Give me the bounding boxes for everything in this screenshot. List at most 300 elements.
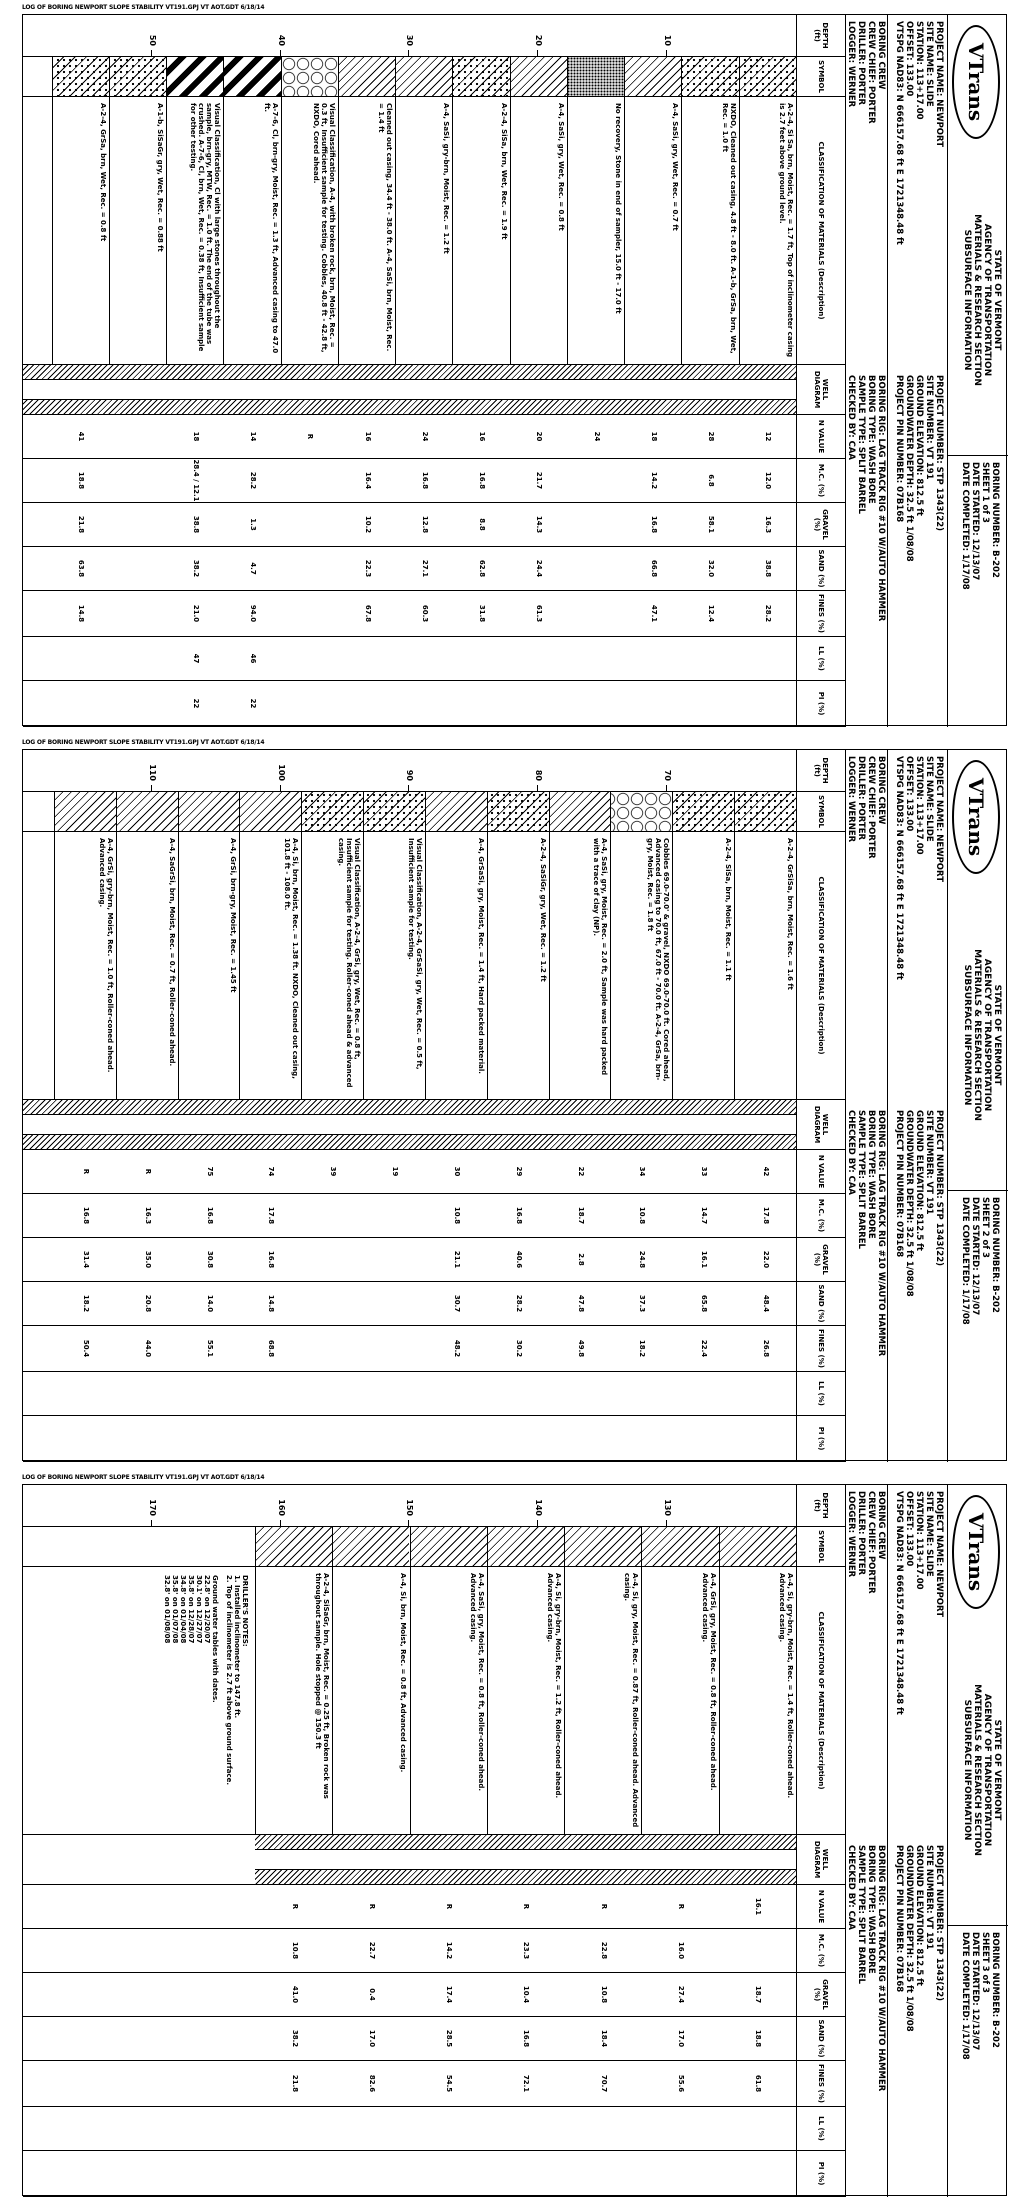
n-value: 12 [764, 431, 773, 442]
depth-tick [280, 50, 281, 56]
pi-value: 22 [249, 698, 258, 709]
agency-line: MATERIALS & RESEARCH SECTION [972, 949, 982, 1121]
classification-row: NXDO, Cleaned out casing, 4.8 ft - 8.0 ft. A-1-b, GrSa, brn, Wet, Rec. = 1.0 ft [682, 97, 739, 364]
date-started: DATE STARTED: 12/13/07 [970, 1932, 980, 2051]
crew-chief: CREW CHIEF: PORTER [866, 1491, 876, 1594]
column-header-mc: M.C. (%) [796, 459, 846, 503]
date-completed: DATE COMPLETED: 1/17/08 [960, 462, 970, 590]
column-ll [23, 1372, 796, 1416]
column-header-symbol: SYMBOL [796, 792, 846, 832]
sheet-caption: LOG OF BORING NEWPORT SLOPE STABILITY VT191.GPJ VT AOT.GDT 6/18/14 [22, 1474, 265, 1481]
n-value: R [445, 1903, 454, 1910]
soil-symbol-lean [425, 792, 487, 831]
n-value: 18 [649, 431, 658, 442]
gravel-value: 16.1 [700, 1250, 709, 1269]
column-depth [23, 1485, 796, 1527]
column-header-n_value: N VALUE [796, 1150, 846, 1194]
agency-line: MATERIALS & RESEARCH SECTION [972, 1684, 982, 1856]
water-reading: 34.8' on 01/04/08 [178, 1575, 187, 1644]
gravel-value: 17.4 [445, 1985, 454, 2004]
checked-by: CHECKED BY: CAA [846, 375, 856, 460]
soil-symbol-dot [109, 57, 166, 96]
vtspg-coords: VTSPG NAD83: N 666157.68 ft E 1721348.48 ft [894, 1491, 904, 1715]
agency-line: STATE OF VERMONT [992, 1719, 1002, 1821]
depth-tick [409, 1520, 410, 1526]
fines-value: 68.8 [267, 1339, 276, 1358]
note-line: 1. Installed inclinometer to 147.8 ft. [232, 1575, 241, 1719]
date-completed: DATE COMPLETED: 1/17/08 [960, 1932, 970, 2060]
depth-label: 10 [663, 34, 673, 46]
n-value: 74 [267, 1166, 276, 1177]
classification-row: A-7-6, Cl, brn-gry, Moist, Rec. = 1.3 ft, Advanced casing to 47.0 ft. [223, 97, 280, 364]
log-table [23, 750, 846, 1462]
mc-value: 14.2 [445, 1941, 454, 1960]
n-value: R [522, 1903, 531, 1910]
classification-row: Cobbles 69.0-70.0' & gravel, NXDO 69.0-70.0 ft. Cored ahead, Advanced casing to 70.0 ft, 67.0 ft - 70.0 ft. A-2-4, GrSa, brn-gry, Moist, Rec. = 1.8 ft [611, 832, 673, 1099]
column-well [23, 1100, 796, 1150]
boring-info [948, 1190, 1008, 1462]
logger: LOGGER: WERNER [846, 1491, 856, 1578]
sand-value: 20.8 [143, 1294, 152, 1313]
sand-value: 14.8 [267, 1294, 276, 1313]
mc-value: 22.7 [367, 1941, 376, 1960]
soil-symbol-lean [332, 1527, 409, 1566]
fines-value: 60.3 [420, 604, 429, 623]
sand-value: 18.8 [754, 2029, 763, 2048]
project-pin: PROJECT PIN NUMBER: 07B168 [894, 1110, 904, 1258]
classification-row: A-2-4, SiSaGr, brn, Moist, Rec. = 0.25 ft, Broken rock was throughout sample. Hole stopped @ 150.3 ft [255, 1567, 332, 1834]
fines-value: 50.4 [81, 1339, 90, 1358]
project-number: PROJECT NUMBER: STP 1343(22) [934, 375, 944, 531]
crew-chief: CREW CHIEF: PORTER [866, 21, 876, 124]
soil-symbol-lean [395, 57, 452, 96]
station: STATION: 113+17.00 [914, 756, 924, 855]
gravel-value: 16.8 [649, 515, 658, 534]
column-header-sand: SAND (%) [796, 547, 846, 591]
n-value: 29 [514, 1166, 523, 1177]
column-header-fines: FINES (%) [796, 591, 846, 637]
column-pi [23, 2151, 796, 2197]
column-mc [23, 1194, 796, 1238]
water-title: Ground water tables with dates. [210, 1575, 219, 1703]
crew-info [845, 15, 888, 727]
soil-symbol-dot [301, 792, 363, 831]
column-ll [23, 637, 796, 681]
n-value: R [677, 1903, 686, 1910]
soil-symbol-lean [549, 792, 611, 831]
column-header-gravel: GRAVEL (%) [796, 1973, 846, 2017]
fines-value: 55.1 [205, 1339, 214, 1358]
sand-value: 17.0 [367, 2029, 376, 2048]
n-value: 16.1 [754, 1897, 763, 1916]
soil-symbol-lean [510, 57, 567, 96]
fines-value: 48.2 [452, 1339, 461, 1358]
ground-elevation: GROUND ELEVATION: 812.5 ft [914, 1110, 924, 1251]
column-sand [23, 547, 796, 591]
soil-symbol-bold [223, 57, 280, 96]
sheet-caption: LOG OF BORING NEWPORT SLOPE STABILITY VT191.GPJ VT AOT.GDT 6/18/14 [22, 4, 265, 11]
boring-info [948, 455, 1008, 727]
column-classification [23, 832, 796, 1100]
column-header-depth: DEPTH (ft) [796, 15, 846, 57]
groundwater-depth: GROUNDWATER DEPTH: 32.5 ft 1/08/08 [904, 1845, 914, 2032]
offset: OFFSET: 133.00 [904, 21, 914, 97]
date-completed: DATE COMPLETED: 1/17/08 [960, 1197, 970, 1325]
well-casing [23, 379, 796, 400]
n-value: 34 [638, 1166, 647, 1177]
log-table [23, 15, 846, 727]
gravel-value: 58.1 [707, 515, 716, 534]
classification-row: A-2-4, SiSa, brn, Moist, Rec. = 1.1 ft [672, 832, 734, 1099]
soil-symbol-lean [487, 1527, 564, 1566]
classification-row: Visual Classification, A-2-4, GrSi, gry, Wet, Rec. = 0.8 ft, Insufficient sample for testing. Roller-coned ahead & advanced casing. [301, 832, 363, 1099]
water-reading: 32.8' on 01/08/08 [162, 1575, 171, 1644]
classification-row: Visual Classification, A-4, with broken rock, brn, Moist, Rec. = 0.3 ft, Insufficient sample for testing. Cobbles, 40.8 ft - 42.8 ft, NXDO, Cored ahead. [281, 97, 338, 364]
mc-value: 18.8 [77, 471, 86, 490]
column-header-pi: PI (%) [796, 1416, 846, 1462]
fines-value: 21.0 [191, 604, 200, 623]
n-value: 39 [329, 1166, 338, 1177]
column-n_value [23, 1885, 796, 1929]
soil-symbol-dot [739, 57, 796, 96]
column-gravel [23, 1238, 796, 1282]
crew-info [845, 1485, 888, 2197]
classification-row: A-1-b, SiSaGr, gry, Wet, Rec. = 0.88 ft [109, 97, 166, 364]
column-header-ll: LL (%) [796, 2107, 846, 2151]
agency-line: SUBSURFACE INFORMATION [962, 1699, 972, 1841]
classification-row: A-2-4, GrSiSa, brn, Moist, Rec. = 1.6 ft [734, 832, 796, 1099]
n-value: 42 [762, 1166, 771, 1177]
sample-type: SAMPLE TYPE: SPLIT BARREL [856, 1845, 866, 1984]
boring-crew: BORING CREW [876, 21, 886, 90]
column-symbol [23, 1527, 796, 1567]
classification-row: A-4, GrSi, gry-brn, Moist, Rec. = 1.0 ft, Roller-coned ahead. Advanced casing. [54, 832, 116, 1099]
sheet-number: SHEET 2 of 3 [980, 1197, 990, 1258]
column-header-pi: PI (%) [796, 2151, 846, 2197]
gravel-value: 18.7 [754, 1985, 763, 2004]
gravel-value: 8.8 [478, 518, 487, 531]
depth-label: 160 [276, 1499, 286, 1516]
checked-by: CHECKED BY: CAA [846, 1845, 856, 1930]
mc-value: 10.8 [452, 1206, 461, 1225]
gravel-value: 0.4 [367, 1988, 376, 2001]
project-name: PROJECT NAME: NEWPORT [934, 1491, 944, 1617]
n-value: 24 [592, 431, 601, 442]
sand-value: 17.0 [677, 2029, 686, 2048]
mc-value: 16.8 [205, 1206, 214, 1225]
classification-row: A-2-4, SiSa, brn, Wet, Rec. = 1.9 ft [452, 97, 509, 364]
depth-tick [666, 1520, 667, 1526]
classification-row: No recovery, Stone in end of sampler, 15.0 ft - 17.0 ft [567, 97, 624, 364]
n-value: 18 [191, 431, 200, 442]
depth-tick [151, 1520, 152, 1526]
depth-tick [409, 50, 410, 56]
mc-value: 14.2 [649, 471, 658, 490]
gravel-value: 16.3 [764, 515, 773, 534]
column-header-well: WELL DIAGRAM [796, 1835, 846, 1885]
depth-tick [409, 785, 410, 791]
crew-info [845, 750, 888, 1462]
column-mc [23, 1929, 796, 1973]
soil-symbol-cobble [611, 792, 673, 831]
offset: OFFSET: 133.00 [904, 756, 914, 832]
mc-value: 16.3 [143, 1206, 152, 1225]
gravel-value: 21.1 [452, 1250, 461, 1269]
sheet-caption: LOG OF BORING NEWPORT SLOPE STABILITY VT191.GPJ VT AOT.GDT 6/18/14 [22, 739, 265, 746]
column-pi [23, 1416, 796, 1462]
project-info [887, 750, 948, 1462]
classification-row: A-4, SaSi, gry-brn, Moist, Rec. = 1.2 ft [395, 97, 452, 364]
agency-line: SUBSURFACE INFORMATION [962, 964, 972, 1106]
classification-row: A-4, Si, brn, Moist, Rec. = 1.38 ft. NXDO, Cleaned out casing, 101.8 ft - 108.0 ft. [239, 832, 301, 1099]
mc-value: 17.8 [267, 1206, 276, 1225]
project-pin: PROJECT PIN NUMBER: 07B168 [894, 1845, 904, 1993]
depth-label: 150 [405, 1499, 415, 1516]
station: STATION: 113+17.00 [914, 1491, 924, 1590]
gravel-value: 14.3 [535, 515, 544, 534]
fines-value: 22.4 [700, 1339, 709, 1358]
depth-tick [537, 785, 538, 791]
soil-symbol-lean [239, 792, 301, 831]
soil-symbol-lean [624, 57, 681, 96]
soil-symbol-lean [719, 1527, 796, 1566]
depth-label: 130 [663, 1499, 673, 1516]
site-number: SITE NUMBER: VT 191 [924, 1110, 934, 1215]
soil-symbol-dot [452, 57, 509, 96]
sand-value: 28.2 [514, 1294, 523, 1313]
column-fines [23, 2061, 796, 2107]
depth-label: 30 [405, 34, 415, 46]
column-header-fines: FINES (%) [796, 2061, 846, 2107]
soil-symbol-lean [338, 57, 395, 96]
depth-label: 140 [534, 1499, 544, 1516]
depth-tick [151, 50, 152, 56]
gravel-value: 38.8 [191, 515, 200, 534]
gravel-value: 31.4 [81, 1250, 90, 1269]
n-value: 16 [363, 431, 372, 442]
n-value: R [599, 1903, 608, 1910]
project-number: PROJECT NUMBER: STP 1343(22) [934, 1845, 944, 2001]
classification-row: A-4, SaSi, gry, Wet, Rec. = 0.8 ft [510, 97, 567, 364]
sand-value: 65.8 [700, 1294, 709, 1313]
soil-symbol-lean [255, 1527, 332, 1566]
agency-line: AGENCY OF TRANSPORTATION [982, 1693, 992, 1847]
soil-symbol-lean [178, 792, 240, 831]
logo-row [947, 750, 1008, 1462]
classification-row: A-4, GrSi, brn-gry, Moist, Rec. = 1.45 ft [178, 832, 240, 1099]
project-info [887, 15, 948, 727]
boring-type: BORING TYPE: WASH BORE [866, 1110, 876, 1239]
depth-label: 20 [534, 34, 544, 46]
classification-row: A-4, SaGrSi, brn, Moist, Rec. = 0.7 ft, Roller-coned ahead. [116, 832, 178, 1099]
fines-value: 55.6 [677, 2074, 686, 2093]
boring-number: BORING NUMBER: B-202 [990, 1197, 1000, 1313]
offset: OFFSET: 133.00 [904, 1491, 914, 1567]
column-fines [23, 591, 796, 637]
n-value: R [290, 1903, 299, 1910]
n-value: 16 [478, 431, 487, 442]
sand-value: 22.3 [363, 559, 372, 578]
sand-value: 63.8 [77, 559, 86, 578]
site-number: SITE NUMBER: VT 191 [924, 375, 934, 480]
n-value: 20 [535, 431, 544, 442]
column-header-fines: FINES (%) [796, 1326, 846, 1372]
column-symbol [23, 792, 796, 832]
boring-rig: BORING RIG: LAG TRACK RIG #10 W/AUTO HAMMER [876, 375, 886, 622]
column-fines [23, 1326, 796, 1372]
sand-value: 38.2 [191, 559, 200, 578]
logo-row [947, 15, 1008, 727]
sand-value: 47.8 [576, 1294, 585, 1313]
gravel-value: 12.8 [420, 515, 429, 534]
classification-row: A-4, GrSaSi, gry, Moist, Rec. = 1.4 ft, Hard packed material. [425, 832, 487, 1099]
gravel-value: 10.2 [363, 515, 372, 534]
vtspg-coords: VTSPG NAD83: N 666157.68 ft E 1721348.48 ft [894, 21, 904, 245]
depth-tick [151, 785, 152, 791]
fines-value: 82.6 [367, 2074, 376, 2093]
project-pin: PROJECT PIN NUMBER: 07B168 [894, 375, 904, 523]
pi-value: 22 [191, 698, 200, 709]
classification-row: A-4, SaSi, gry, Moist, Rec. = 0.8 ft, Roller-coned ahead. Advanced casing. [410, 1567, 487, 1834]
gravel-value: 30.8 [205, 1250, 214, 1269]
classification-row: A-4, Si, gry, Moist, Rec. = 0.87 ft, Roller-coned ahead. Advanced casing. [564, 1567, 641, 1834]
classification-row: A-2-4, SaSiGr, gry, Wet, Rec. = 1.2 ft [487, 832, 549, 1099]
soil-symbol-lean [410, 1527, 487, 1566]
soil-symbol-cobble [281, 57, 338, 96]
depth-label: 80 [534, 769, 544, 781]
drillers-notes [163, 1575, 249, 1785]
fines-value: 21.8 [290, 2074, 299, 2093]
n-value: R [143, 1168, 152, 1175]
gravel-value: 40.6 [514, 1250, 523, 1269]
date-started: DATE STARTED: 12/13/07 [970, 1197, 980, 1316]
column-ll [23, 2107, 796, 2151]
column-header-well: WELL DIAGRAM [796, 1100, 846, 1150]
depth-label: 100 [276, 764, 286, 781]
driller: DRILLER: PORTER [856, 21, 866, 106]
classification-row: A-4, Si, brn, Moist, Rec. = 0.8 ft, Advanced casing. [332, 1567, 409, 1834]
fines-value: 14.8 [77, 604, 86, 623]
mc-value: 28.2 [249, 471, 258, 490]
driller: DRILLER: PORTER [856, 756, 866, 841]
sand-value: 66.8 [649, 559, 658, 578]
classification-row: Visual Classification, A-2-4, GrSaSi, gry, Wet, Rec. = 0.5 ft, Insufficient sample for testing. [363, 832, 425, 1099]
soil-symbol-bold [166, 57, 223, 96]
soil-symbol-lean [641, 1527, 718, 1566]
mc-value: 16.4 [363, 471, 372, 490]
classification-row: A-2-4, GrSa, brn, Wet, Rec. = 0.8 ft [52, 97, 109, 364]
project-name: PROJECT NAME: NEWPORT [934, 21, 944, 147]
checked-by: CHECKED BY: CAA [846, 1110, 856, 1195]
sand-value: 24.4 [535, 559, 544, 578]
groundwater-depth: GROUNDWATER DEPTH: 32.5 ft 1/08/08 [904, 375, 914, 562]
column-depth [23, 750, 796, 792]
n-value: 24 [420, 431, 429, 442]
mc-value: 22.8 [599, 1941, 608, 1960]
fines-value: 72.1 [522, 2074, 531, 2093]
mc-value: 6.8 [707, 474, 716, 487]
fines-value: 70.7 [599, 2074, 608, 2093]
column-header-mc: M.C. (%) [796, 1194, 846, 1238]
classification-row: Cleaned out casing, 34.4 ft - 38.0 ft. A-4, SaSi, brn, Moist, Rec. = 1.4 ft [338, 97, 395, 364]
column-header-symbol: SYMBOL [796, 57, 846, 97]
classification-row: Visual Classification, Cl with large stones throughout the sample, brn-gry, MTW, Rec. = 1.0 ft. The end of the tube was crushed. A-7-6, Cl, brn, Wet, Rec. = 0.38 ft, Insufficient sample for other testing. [166, 97, 223, 364]
n-value: R [367, 1903, 376, 1910]
column-header-gravel: GRAVEL (%) [796, 1238, 846, 1282]
site-name: SITE NAME: SLIDE [924, 1491, 934, 1577]
column-header-sand: SAND (%) [796, 1282, 846, 1326]
n-value: 30 [452, 1166, 461, 1177]
project-name: PROJECT NAME: NEWPORT [934, 756, 944, 882]
mc-value: 12.0 [764, 471, 773, 490]
water-reading: 30.1' on 12/27/07 [194, 1575, 203, 1644]
depth-label: 110 [147, 764, 157, 781]
boring-crew: BORING CREW [876, 1491, 886, 1560]
agency-line: STATE OF VERMONT [992, 984, 1002, 1086]
mc-value: 17.8 [762, 1206, 771, 1225]
boring-number: BORING NUMBER: B-202 [990, 462, 1000, 578]
n-value: 19 [391, 1166, 400, 1177]
column-symbol [23, 57, 796, 97]
gravel-value: 27.4 [677, 1985, 686, 2004]
agency-line: MATERIALS & RESEARCH SECTION [972, 214, 982, 386]
depth-label: 90 [405, 769, 415, 781]
sheet-number: SHEET 1 of 3 [980, 462, 990, 523]
mc-value: 16.8 [81, 1206, 90, 1225]
log-sheet-1 [0, 0, 1028, 730]
mc-value: 23.3 [522, 1941, 531, 1960]
soil-symbol-dot [682, 57, 739, 96]
sand-value: 18.2 [81, 1294, 90, 1313]
ground-elevation: GROUND ELEVATION: 812.5 ft [914, 375, 924, 516]
soil-symbol-dot [734, 792, 796, 831]
sheet-frame [22, 14, 1007, 726]
column-header-sand: SAND (%) [796, 2017, 846, 2061]
agency-line: AGENCY OF TRANSPORTATION [982, 223, 992, 377]
column-gravel [23, 1973, 796, 2017]
sheet-frame [22, 1484, 1007, 2196]
depth-tick [537, 1520, 538, 1526]
column-header-pi: PI (%) [796, 681, 846, 727]
mc-value: 18.7 [576, 1206, 585, 1225]
site-name: SITE NAME: SLIDE [924, 756, 934, 842]
sand-value: 30.7 [452, 1294, 461, 1313]
gravel-value: 16.8 [267, 1250, 276, 1269]
column-header-classification: CLASSIFICATION OF MATERIALS (Description) [796, 97, 846, 365]
depth-tick [537, 50, 538, 56]
column-pi [23, 681, 796, 727]
crew-chief: CREW CHIEF: PORTER [866, 756, 876, 859]
log-table [23, 1485, 846, 2197]
sand-value: 14.0 [205, 1294, 214, 1313]
column-header-well: WELL DIAGRAM [796, 365, 846, 415]
classification-row: A-2-4, Si Sa, brn, Moist, Rec. = 1.7 ft, Top of inclinometer casing is 2.7 feet above ground level. [739, 97, 796, 364]
agency-title [948, 145, 1008, 455]
vtrans-logo-icon: VTrans [952, 1495, 1000, 1609]
gravel-value: 1.3 [249, 518, 258, 531]
boring-crew: BORING CREW [876, 756, 886, 825]
gravel-value: 22.0 [762, 1250, 771, 1269]
sand-value: 38.2 [290, 2029, 299, 2048]
driller: DRILLER: PORTER [856, 1491, 866, 1576]
date-started: DATE STARTED: 12/13/07 [970, 462, 980, 581]
well-casing [255, 1849, 796, 1870]
water-reading: 35.8' on 01/07/08 [170, 1575, 179, 1644]
fines-value: 18.2 [638, 1339, 647, 1358]
gravel-value: 21.8 [77, 515, 86, 534]
fines-value: 31.8 [478, 604, 487, 623]
depth-tick [280, 1520, 281, 1526]
